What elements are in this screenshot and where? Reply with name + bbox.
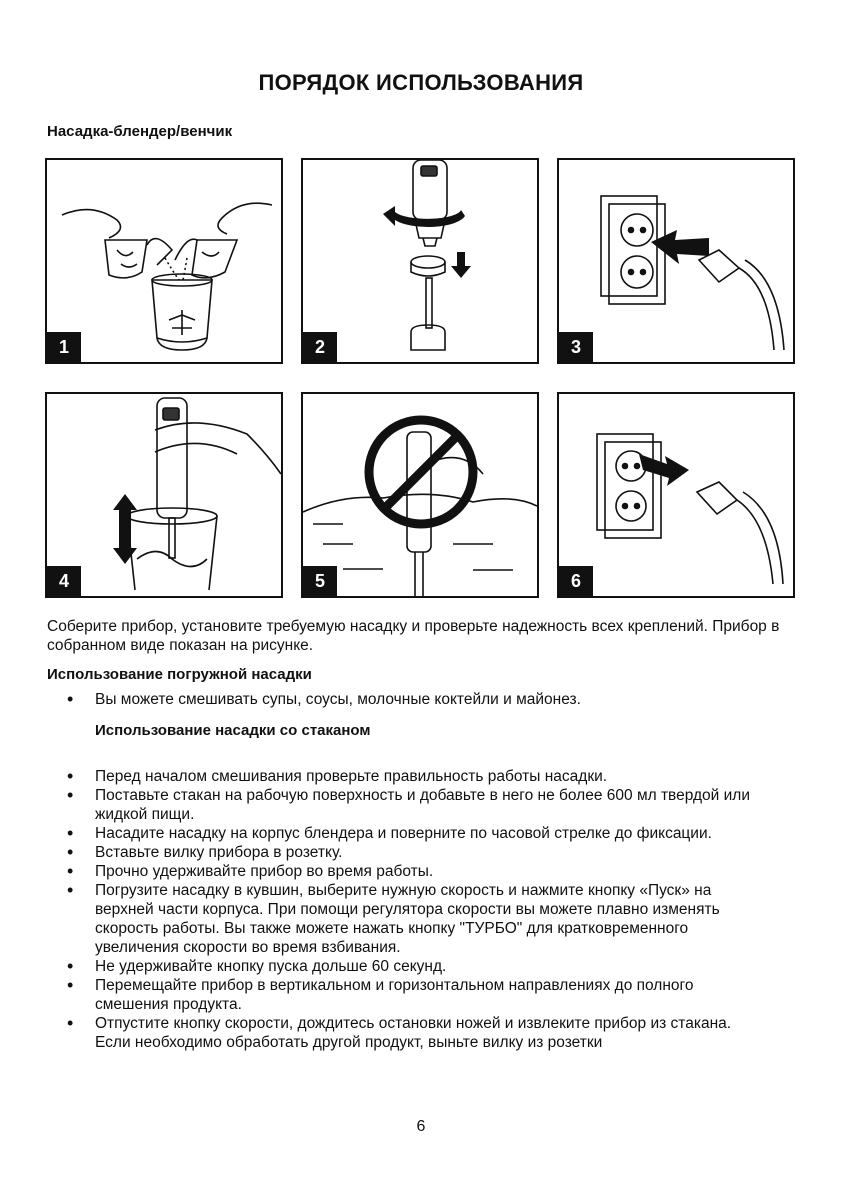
list-item: • Насадите насадку на корпус блендера и поверните по часовой стрелке до фиксации.	[47, 824, 752, 843]
list-item: • Вставьте вилку прибора в розетку.	[47, 843, 752, 862]
list-item: • Прочно удерживайте прибор во время работы.	[47, 862, 752, 881]
list-item: • Поставьте стакан на рабочую поверхность и добавьте в него не более 600 мл твердой или жидкой пищи.	[47, 786, 752, 824]
figure-panel-4	[45, 392, 283, 598]
list-item: • Перед началом смешивания проверьте правильность работы насадки.	[47, 767, 752, 786]
figure-panel-1	[45, 158, 283, 364]
figure-number: 4	[47, 566, 81, 596]
list-item: • Погрузите насадку в кувшин, выберите нужную скорость и нажмите кнопку «Пуск» на верхней части корпуса. При помощи регулятора скорости вы можете плавно изменять скорость работы. Вы также можете нажать кнопку "ТУРБО" для кратковременного увеличения скорости во время взбивания.	[47, 881, 752, 957]
list-item: • Перемещайте прибор в вертикальном и горизонтальном направлениях до полного смешения продукта.	[47, 976, 752, 1014]
intro-paragraph: Соберите прибор, установите требуемую насадку и проверьте надежность всех креплений. Прибор в собранном виде показан на рисунке.	[47, 618, 780, 654]
blending-in-cup-icon	[47, 394, 281, 596]
section-subtitle: Насадка-блендер/венчик	[47, 123, 233, 140]
figure-number: 1	[47, 332, 81, 362]
figure-panel-2	[301, 158, 539, 364]
figure-panel-3	[557, 158, 795, 364]
figure-panel-5	[301, 392, 539, 598]
figure-number: 3	[559, 332, 593, 362]
figure-number: 6	[559, 566, 593, 596]
list-item: • Не удерживайте кнопку пуска дольше 60 секунд.	[47, 957, 752, 976]
plug-into-socket-icon	[559, 160, 793, 362]
cup-list	[47, 767, 752, 1052]
immersion-list	[47, 690, 752, 709]
page-title: ПОРЯДОК ИСПОЛЬЗОВАНИЯ	[258, 70, 584, 95]
attach-blender-shaft-icon	[303, 160, 537, 362]
list-item: • Вы можете смешивать супы, соусы, молочные коктейли и майонез.	[47, 690, 752, 709]
no-submerging-motor-icon	[303, 394, 537, 596]
cup-heading: Использование насадки со стаканом	[95, 722, 371, 739]
immersion-heading: Использование погружной насадки	[47, 666, 312, 683]
figure-panel-6	[557, 392, 795, 598]
unplug-from-socket-icon	[559, 394, 793, 596]
pouring-ingredients-icon	[47, 160, 281, 362]
list-item: • Отпустите кнопку скорости, дождитесь остановки ножей и извлеките прибор из стакана. Если необходимо обработать другой продукт, выньте вилку из розетки	[47, 1014, 752, 1052]
figure-number: 5	[303, 566, 337, 596]
page-number: 6	[416, 1118, 426, 1135]
figure-number: 2	[303, 332, 337, 362]
